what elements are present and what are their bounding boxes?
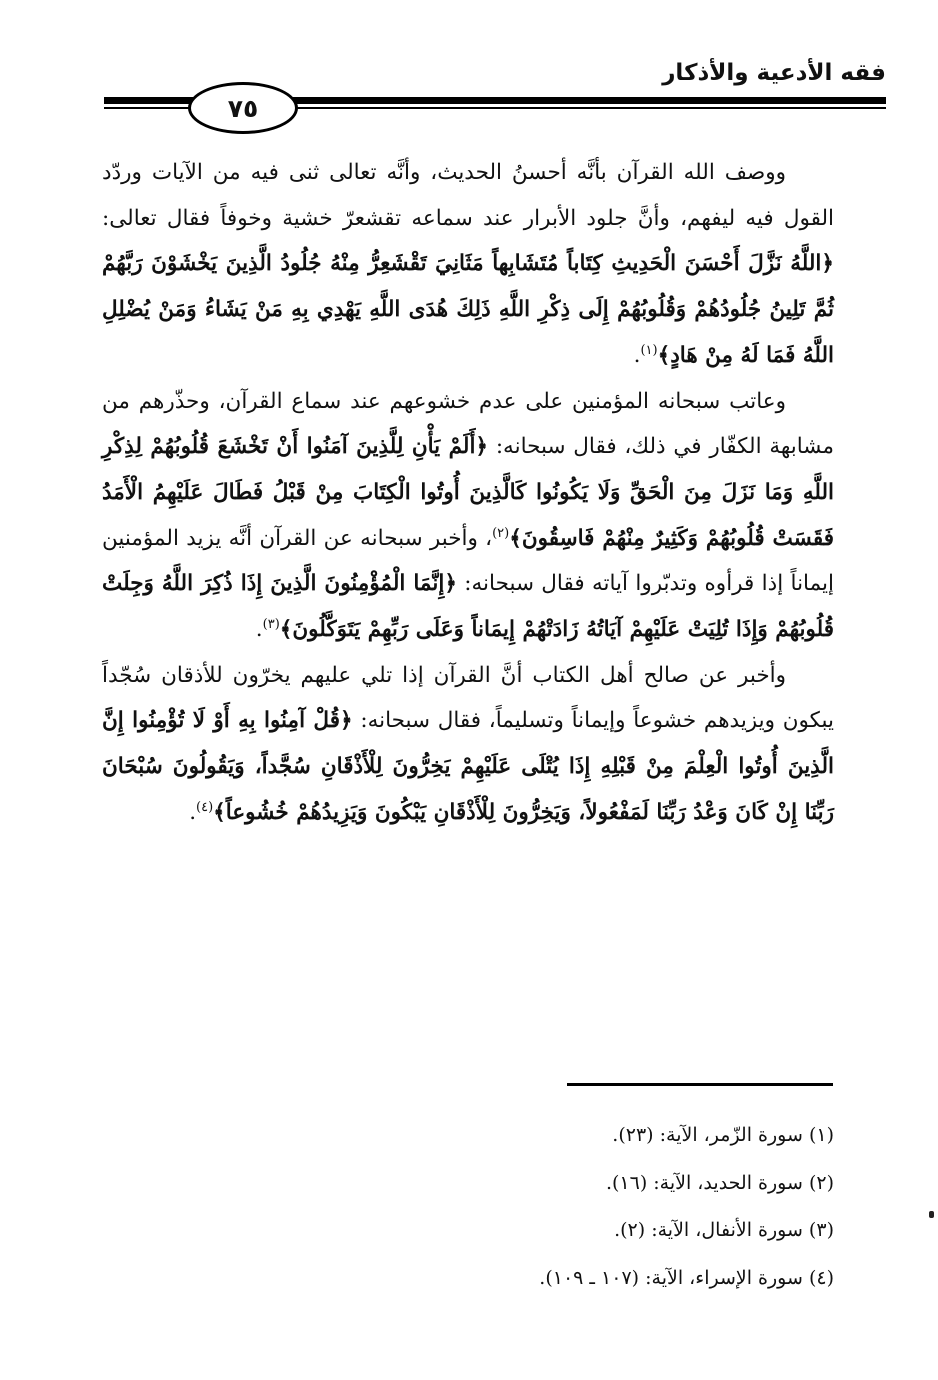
quran-verse-2: ﴿أَلَمْ يَأْنِ لِلَّذِينَ آمَنُوا أَنْ تَخْشَعَ قُلُوبُهُمْ لِذِكْرِ اللَّهِ وَمَا نَزَلَ مِنَ الْحَقِّ وَلَا يَكُونُوا كَالَّذِينَ أُوتُوا الْكِتَابَ مِنْ قَبْلُ فَطَالَ عَلَيْهِمُ الْأَمَدُ فَقَسَتْ قُلُوبُهُمْ وَكَثِيرٌ مِنْهُمْ فَاسِقُونَ﴾ bbox=[102, 434, 835, 551]
footnote-ref-3: (٣) bbox=[262, 616, 280, 632]
end-dot-3: . bbox=[189, 799, 197, 825]
quran-verse-1: ﴿اللَّهُ نَزَّلَ أَحْسَنَ الْحَدِيثِ كِتَاباً مُتَشَابِهاً مَثَانِيَ تَقْشَعِرُّ مِنْهُ جُلُودُ الَّذِينَ يَخْشَوْنَ رَبَّهُمْ ثُمَّ تَلِينُ جُلُودُهُمْ وَقُلُوبُهُمْ إِلَى ذِكْرِ اللَّهِ ذَلِكَ هُدَى اللَّهِ يَهْدِي بِهِ مَنْ يَشَاءُ وَمَنْ يُضْلِلِ اللَّهُ فَمَا لَهُ مِنْ هَادٍ﴾ bbox=[102, 251, 834, 368]
body-text bbox=[102, 150, 834, 836]
paragraph-2 bbox=[102, 379, 834, 653]
footnote-ref-2: (٢) bbox=[492, 525, 510, 541]
paragraph-1 bbox=[102, 150, 834, 379]
paragraph-3 bbox=[102, 653, 834, 836]
quran-verse-3: ﴿إِنَّمَا الْمُؤْمِنُونَ الَّذِينَ إِذَا ذُكِرَ اللَّهُ وَجِلَتْ قُلُوبُهُمْ وَإِذَا تُلِيَتْ عَلَيْهِمْ آيَاتُهُ زَادَتْهُمْ إِيمَاناً وَعَلَى رَبِّهِمْ يَتَوَكَّلُونَ﴾ bbox=[102, 571, 834, 643]
end-dot-2: . bbox=[255, 617, 263, 643]
end-dot-1: . bbox=[633, 342, 641, 368]
paragraph-3-text: وأخبر عن صالح أهل الكتاب أنَّ القرآن إذا تلي عليهم يخرّون للأذقان سُجّداً يبكون ويزيدهم خشوعاً وإيماناً وتسليماً، فقال سبحانه: bbox=[102, 662, 834, 734]
footnotes bbox=[334, 1112, 834, 1302]
footnote-ref-1: (١) bbox=[640, 342, 658, 358]
quran-verse-4: ﴿قُلْ آمِنُوا بِهِ أَوْ لَا تُؤْمِنُوا إِنَّ الَّذِينَ أُوتُوا الْعِلْمَ مِنْ قَبْلِهِ إِذَا يُتْلَى عَلَيْهِمْ يَخِرُّونَ لِلْأَذْقَانِ سُجَّداً، وَيَقُولُونَ سُبْحَانَ رَبِّنَا إِنْ كَانَ وَعْدُ رَبِّنَا لَمَفْعُولاً، وَيَخِرُّونَ لِلْأَذْقَانِ يَبْكُونَ وَيَزِيدُهُمْ خُشُوعاً﴾ bbox=[102, 708, 834, 825]
paragraph-2-text-b: ، وأخبر سبحانه عن القرآن أنَّه يزيد المؤمنين إيماناً إذا قرأوه وتدبّروا آياته فقال سبحانه: bbox=[102, 525, 834, 597]
footnote-ref-4: (٤) bbox=[196, 799, 214, 815]
page-number-badge bbox=[188, 82, 298, 134]
paragraph-1-text: ووصف الله القرآن بأنَّه أحسنُ الحديث، وأنَّه تعالى ثنى فيه من الآيات وردّد القول فيه ليفهم، وأنَّ جلود الأبرار عند سماعه تقشعرّ خشية وخوفاً فقال تعالى: bbox=[102, 160, 834, 231]
footnote-4: (٤) سورة الإسراء، الآية: (١٠٧ ـ ١٠٩). bbox=[539, 1266, 834, 1289]
paragraph-2-text: وعاتب سبحانه المؤمنين على عدم خشوعهم عند سماع القرآن، وحذّرهم من مشابهة الكفّار في ذلك، فقال سبحانه: bbox=[102, 388, 834, 460]
footnote-2: (٢) سورة الحديد، الآية: (١٦). bbox=[605, 1171, 834, 1194]
scan-edge-mark bbox=[929, 1211, 934, 1218]
footnote-1: (١) سورة الزّمر، الآية: (٢٣). bbox=[612, 1124, 834, 1146]
running-title: فقه الأدعية والأذكار bbox=[662, 60, 886, 86]
footnote-3: (٣) سورة الأنفال، الآية: (٢). bbox=[614, 1219, 834, 1241]
footnote-separator bbox=[567, 1083, 833, 1086]
page-number: ٧٥ bbox=[227, 93, 259, 123]
